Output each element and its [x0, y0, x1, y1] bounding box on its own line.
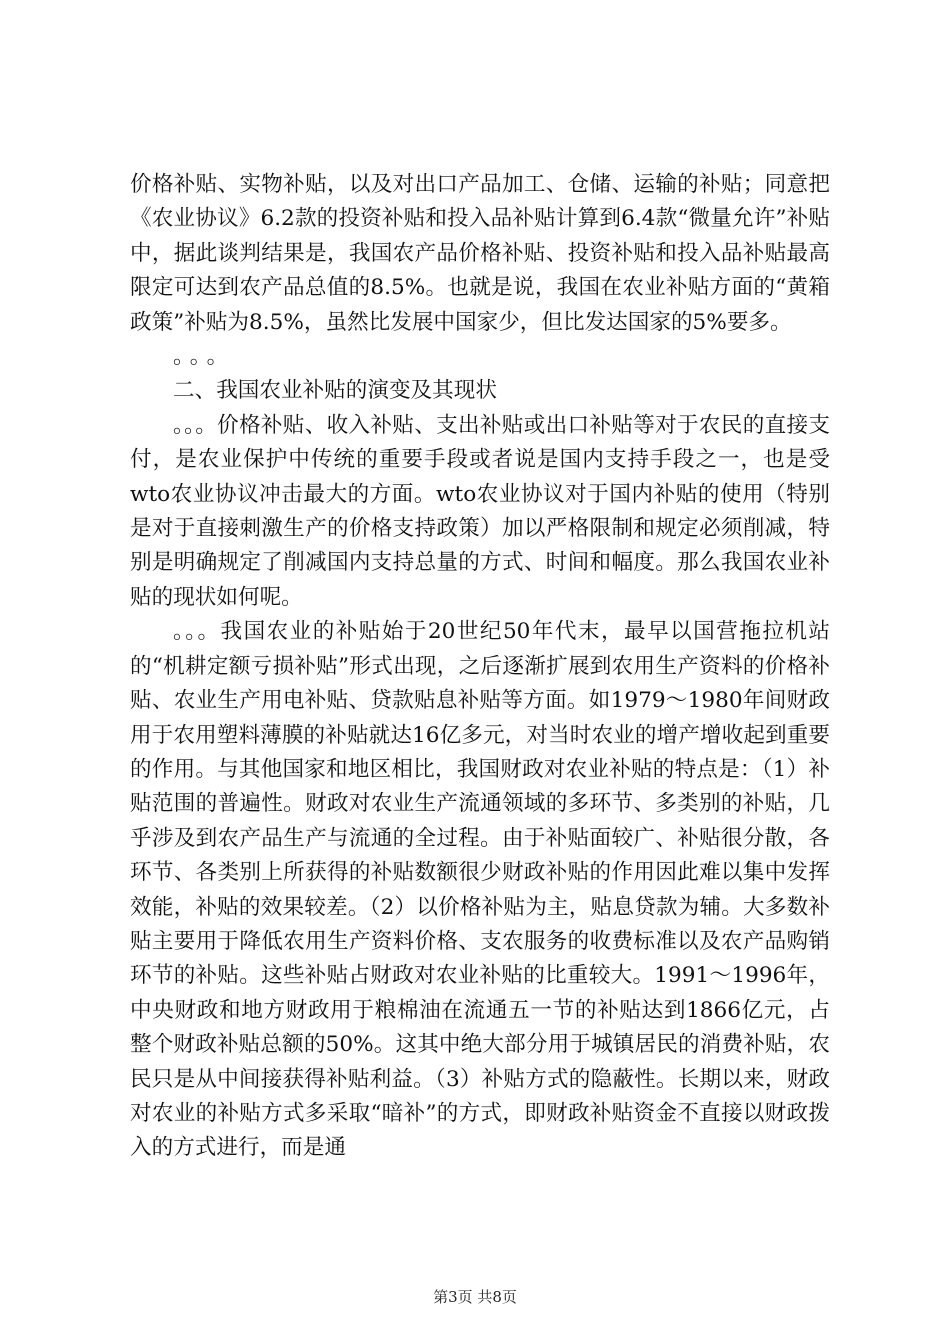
ellipsis-marker: 。。。	[173, 344, 235, 370]
document-body	[130, 168, 830, 1166]
section-heading: 二、我国农业补贴的演变及其现状	[173, 378, 497, 404]
paragraph-subsidy-history: 。。。我国农业的补贴始于20世纪50年代末，最早以国营拖拉机站的“机耕定额亏损补贴”形式出现，之后逐渐扩展到农用生产资料的价格补贴、农业生产用电补贴、贷款贴息补贴等方面。如1979～1980年间财政用于农用塑料薄膜的补贴就达16亿多元，对当时农业的增产增收起到重要的作用。与其他国家和地区相比，我国财政对农业补贴的特点是：（1）补贴范围的普遍性。财政对农业生产流通领域的多环节、多类别的补贴，几乎涉及到农产品生产与流通的全过程。由于补贴面较广、补贴很分散，各环节、各类别上所获得的补贴数额很少财政补贴的作用因此难以集中发挥效能，补贴的效果较差。（2）以价格补贴为主，贴息贷款为辅。大多数补贴主要用于降低农用生产资料价格、支农服务的收费标准以及农产品购销环节的补贴。这些补贴占财政对农业补贴的比重较大。1991～1996年，中央财政和地方财政用于粮棉油在流通五一节的补贴达到1866亿元，占整个财政补贴总额的50%。这其中绝大部分用于城镇居民的消费补贴，农民只是从中间接获得补贴利益。（3）补贴方式的隐蔽性。长期以来，财政对农业的补贴方式多采取“暗补”的方式，即财政补贴资金不直接以财政拨入的方式进行，而是通	[130, 619, 830, 1161]
paragraph-direct-payments: 。。。价格补贴、收入补贴、支出补贴或出口补贴等对于农民的直接支付，是农业保护中传统的重要手段或者说是国内支持手段之一，也是受wto农业协议冲击最大的方面。wto农业协议对于国内补贴的使用（特别是对于直接刺激生产的价格支持政策）加以严格限制和规定必须削减，特别是明确规定了削减国内支持总量的方式、时间和幅度。那么我国农业补贴的现状如何呢。	[130, 412, 830, 610]
paragraph-continuation: 价格补贴、实物补贴，以及对出口产品加工、仓储、运输的补贴；同意把《农业协议》6.2款的投资补贴和投入品补贴计算到6.4款“微量允许”补贴中，据此谈判结果是，我国农产品价格补贴、投资补贴和投入品补贴最高限定可达到农产品总值的8.5%。也就是说，我国在农业补贴方面的“黄箱政策”补贴为8.5%，虽然比发展中国家少，但比发达国家的5%要多。	[130, 172, 830, 335]
page-footer: 第3页 共8页	[433, 1288, 517, 1306]
